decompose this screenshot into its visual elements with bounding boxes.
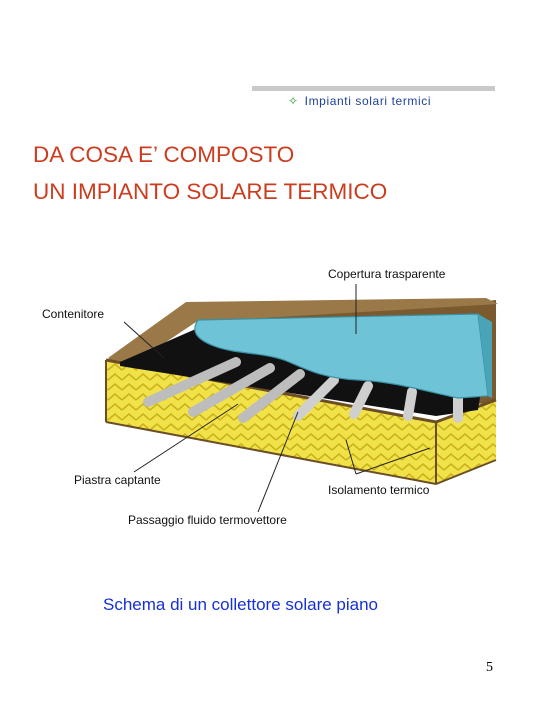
label-passaggio: Passaggio fluido termovettore xyxy=(128,513,287,527)
page-title-line-2: UN IMPIANTO SOLARE TERMICO xyxy=(33,179,388,204)
page-number: 5 xyxy=(486,660,493,675)
solar-collector-diagram xyxy=(38,262,508,542)
label-isolamento: Isolamento termico xyxy=(328,483,430,497)
diamond-bullet-icon: ✧ xyxy=(288,94,299,108)
label-contenitore: Contenitore xyxy=(42,307,105,321)
label-copertura: Copertura trasparente xyxy=(328,267,446,281)
header-rule xyxy=(252,86,495,91)
page-title-line-1: DA COSA E’ COMPOSTO xyxy=(33,142,295,167)
figure-caption: Schema di un collettore solare piano xyxy=(103,595,378,614)
page-title xyxy=(33,136,387,210)
section-label xyxy=(288,94,431,108)
section-label-text: Impianti solari termici xyxy=(304,94,432,108)
label-piastra: Piastra captante xyxy=(74,473,161,487)
